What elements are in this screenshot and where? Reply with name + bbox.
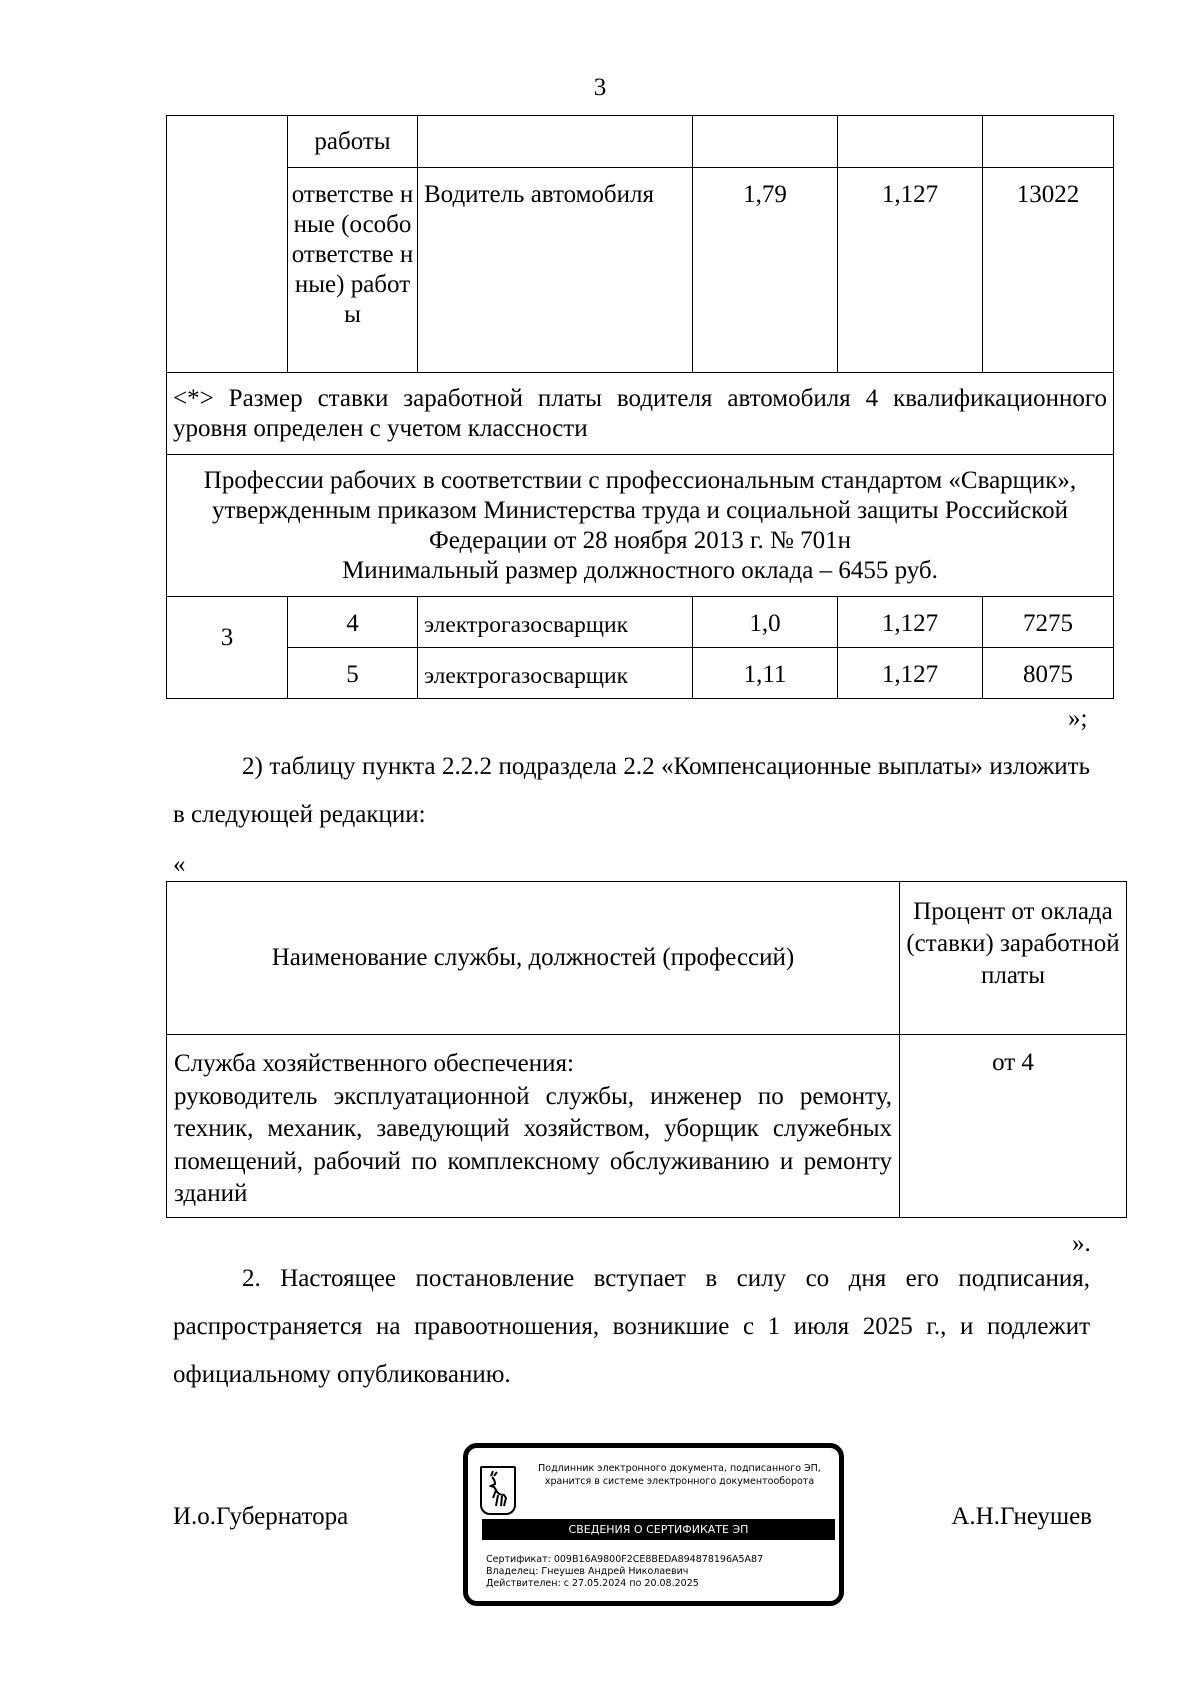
profession-cell: электрогазосварщик xyxy=(418,597,693,648)
section-header-line: Профессии рабочих в соответствии с профессиональным стандартом «Сварщик», xyxy=(203,467,1077,494)
signatory-name: А.Н.Гнеушев xyxy=(951,1503,1092,1530)
salary-table xyxy=(166,115,1114,699)
certificate-validity: Действителен: с 27.05.2024 по 20.08.2025 xyxy=(486,1578,699,1589)
table-note: <*> Размер ставки заработной платы водителя автомобиля 4 квалификационного уровня определен с учетом классности xyxy=(167,373,1114,455)
stamp-info xyxy=(486,1554,763,1590)
opening-quote: « xyxy=(173,851,186,878)
coefficient-cell: 1,127 xyxy=(838,648,983,699)
coefficient-cell: 1,127 xyxy=(838,597,983,648)
profession-cell: электрогазосварщик xyxy=(418,648,693,699)
service-title: Служба хозяйственного обеспечения: xyxy=(174,1050,574,1077)
section-header-line: утвержденным приказом Министерства труда и социальной защиты Российской xyxy=(211,497,1069,524)
table-row xyxy=(167,648,1114,699)
coefficient-cell: 1,0 xyxy=(693,597,838,648)
paragraph-effective-date: 2. Настоящее постановление вступает в силу со дня его подписания, распространяется на правоотношения, возникшие с 1 июля 2025 г., и подлежит официальному опубликованию. xyxy=(173,1265,1090,1388)
grade-cell: 4 xyxy=(288,597,418,648)
header-name: Наименование службы, должностей (профессий) xyxy=(167,882,900,1035)
table-cell-empty-group xyxy=(167,116,288,373)
table-row xyxy=(167,597,1114,648)
certificate-owner: Владелец: Гнеушев Андрей Николаевич xyxy=(486,1566,689,1577)
category-cell: ответстве нные (особо ответстве нные) работы xyxy=(288,168,418,373)
coefficient-cell: 1,11 xyxy=(693,648,838,699)
grade-cell: 5 xyxy=(288,648,418,699)
certificate-number: Сертификат: 009B16A9800F2CE8BEDA894878196A5A87 xyxy=(486,1554,764,1565)
table-row xyxy=(167,168,1114,373)
section-header xyxy=(167,455,1114,597)
coat-of-arms-icon xyxy=(480,1466,516,1515)
service-positions: руководитель эксплуатационной службы, инженер по ремонту, техник, механик, заведующий хозяйством, уборщик служебных помещений, рабочий по комплексному обслуживанию и ремонту зданий xyxy=(174,1082,892,1207)
section-header-line: Федерации от 28 ноября 2013 г. № 701н xyxy=(429,527,851,554)
section-header-line: Минимальный размер должностного оклада – 6455 руб. xyxy=(342,557,938,584)
service-cell xyxy=(167,1035,900,1218)
group-cell: 3 xyxy=(167,597,288,699)
header-percent: Процент от оклада (ставки) заработной платы xyxy=(900,882,1127,1035)
closing-quote: »; xyxy=(1068,705,1088,732)
salary-cell: 13022 xyxy=(983,168,1114,373)
stamp-header: Подлинник электронного документа, подписанного ЭП, хранится в системе электронного документооборота xyxy=(538,1463,821,1487)
electronic-signature-stamp xyxy=(463,1443,844,1606)
salary-cell: 8075 xyxy=(983,648,1114,699)
coefficient-cell: 1,79 xyxy=(693,168,838,373)
coefficient-cell: 1,127 xyxy=(838,168,983,373)
page-number: 3 xyxy=(593,74,607,101)
profession-cell: Водитель автомобиля xyxy=(418,168,693,373)
closing-quote: ». xyxy=(1072,1230,1091,1257)
signatory-position: И.о.Губернатора xyxy=(173,1503,349,1530)
stamp-title-bar: СВЕДЕНИЯ О СЕРТИФИКАТЕ ЭП xyxy=(482,1519,835,1540)
salary-cell: 7275 xyxy=(983,597,1114,648)
category-cell: работы xyxy=(288,116,418,168)
percent-cell: от 4 xyxy=(900,1035,1127,1218)
paragraph-amendment: 2) таблицу пункта 2.2.2 подраздела 2.2 «Компенсационные выплаты» изложить в следующей редакции: xyxy=(173,753,1090,828)
compensation-table xyxy=(166,881,1127,1218)
table-row xyxy=(167,1035,1127,1218)
